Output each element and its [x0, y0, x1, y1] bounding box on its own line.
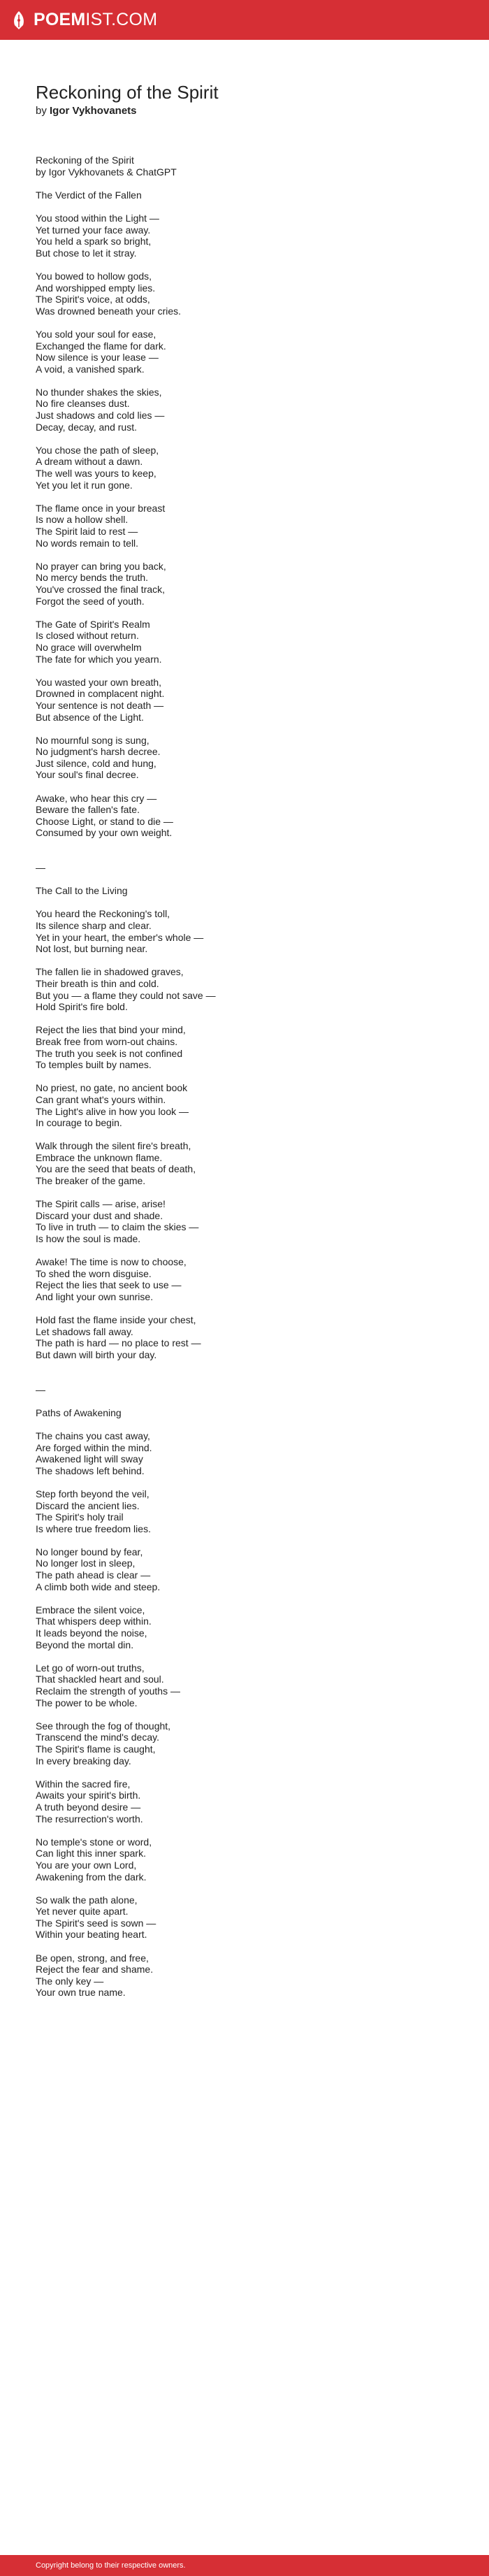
poem-line: No longer bound by fear, — [36, 1546, 143, 1557]
poem-line: That whispers deep within. — [36, 1616, 152, 1627]
poem-line: Step forth beyond the veil, — [36, 1488, 149, 1499]
section-heading: The Verdict of the Fallen — [36, 189, 142, 201]
poem-line: The chains you cast away, — [36, 1430, 150, 1441]
poem-line: Yet you let it run gone. — [36, 479, 133, 491]
poem-line: The well was yours to keep, — [36, 468, 156, 480]
author-link[interactable]: Igor Vykhovanets — [50, 105, 137, 117]
stanza — [36, 1894, 455, 1941]
stanza — [36, 1720, 455, 1766]
poem-line: That shackled heart and soul. — [36, 1674, 164, 1685]
poem-line: No mercy bends the truth. — [36, 572, 149, 584]
poem-line: You've crossed the final track, — [36, 583, 166, 595]
poem-line: Yet never quite apart. — [36, 1906, 129, 1917]
poem-line: You are your own Lord, — [36, 1859, 137, 1871]
poem-line: No priest, no gate, no ancient book — [36, 1082, 188, 1094]
poem-line: In courage to begin. — [36, 1117, 122, 1129]
poem-line: Awakened light will sway — [36, 1453, 143, 1465]
poem-line: Your sentence is not death — — [36, 699, 164, 711]
poem-line: Its silence sharp and clear. — [36, 920, 152, 931]
poem-line: The Gate of Spirit's Realm — [36, 618, 150, 630]
poem-line: You are the seed that beats of death, — [36, 1163, 196, 1175]
poem-line: You chose the path of sleep, — [36, 444, 159, 456]
poem-line: To live in truth — to claim the skies — — [36, 1221, 199, 1233]
site-header — [0, 0, 489, 40]
stanza — [36, 1140, 455, 1186]
stanza — [36, 966, 455, 1012]
copyright-text: Copyright belong to their respective owners. — [36, 2561, 186, 2570]
poem-line: The Spirit's voice, at odds, — [36, 294, 150, 305]
poem-line: Discard your dust and shade. — [36, 1209, 163, 1221]
poem-line: No grace will overwhelm — [36, 641, 142, 653]
poem-line: Hold fast the flame inside your chest, — [36, 1314, 196, 1326]
poem-line: You stood within the Light — — [36, 212, 159, 224]
stanza — [36, 1198, 455, 1244]
poem-line: But chose to let it stray. — [36, 247, 137, 259]
site-logo[interactable] — [12, 10, 157, 30]
poem-line: You heard the Reckoning's toll, — [36, 908, 170, 920]
poem-line: To temples built by names. — [36, 1059, 152, 1071]
poem-line: Was drowned beneath your cries. — [36, 305, 182, 317]
poem-line: You bowed to hollow gods, — [36, 270, 152, 282]
poem-line: The resurrection's worth. — [36, 1813, 143, 1825]
poem-line: The fate for which you yearn. — [36, 653, 162, 665]
poem-line: A truth beyond desire — — [36, 1801, 141, 1813]
poem-line: Is closed without return. — [36, 630, 139, 642]
poem-line: No prayer can bring you back, — [36, 560, 166, 572]
poem-line: The Spirit calls — arise, arise! — [36, 1198, 166, 1210]
poem-line: Hold Spirit's fire bold. — [36, 1001, 128, 1013]
poem-line: A climb both wide and steep. — [36, 1581, 161, 1592]
stanza — [36, 213, 455, 259]
poem-line: Their breath is thin and cold. — [36, 977, 159, 989]
stanza — [36, 503, 455, 549]
poem-line: The Spirit's flame is caught, — [36, 1743, 156, 1755]
poem-line: But dawn will birth your day. — [36, 1348, 157, 1360]
poem-line: Your soul's final decree. — [36, 769, 139, 781]
poem-line: The path is hard — no place to rest — — [36, 1337, 201, 1349]
stanza — [36, 908, 455, 954]
poem-line: Within the sacred fire, — [36, 1778, 131, 1790]
poem-line: Reject the fear and shame. — [36, 1964, 154, 1976]
section-heading: Paths of Awakening — [36, 1406, 122, 1418]
stanza — [36, 561, 455, 607]
poem-line: The power to be whole. — [36, 1697, 138, 1708]
stanza — [36, 1662, 455, 1708]
stanza — [36, 619, 455, 665]
site-logo-text: POEMIST.COM — [34, 10, 158, 29]
poem-line: The breaker of the game. — [36, 1175, 146, 1187]
poem-line: You wasted your own breath, — [36, 676, 162, 688]
stanza — [36, 1082, 455, 1128]
poem-line: Now silence is your lease — — [36, 352, 159, 364]
poem-line: Forgot the seed of youth. — [36, 595, 145, 607]
poem-line: Not lost, but burning near. — [36, 943, 148, 955]
stanza — [36, 1488, 455, 1534]
poem-line: The flame once in your breast — [36, 502, 166, 514]
poem-line: Awake! The time is now to choose, — [36, 1256, 187, 1268]
poem-line: You sold your soul for ease, — [36, 328, 156, 340]
poem-line: No mournful song is sung, — [36, 734, 149, 746]
poem-line: by Igor Vykhovanets & ChatGPT — [36, 166, 177, 178]
poem-line: No temple's stone or word, — [36, 1836, 152, 1848]
poem-line: Is where true freedom lies. — [36, 1523, 151, 1534]
poem-line: No fire cleanses dust. — [36, 398, 130, 410]
poem-line: Embrace the silent voice, — [36, 1604, 145, 1616]
poem-line: Reject the lies that bind your mind, — [36, 1024, 186, 1036]
poem-line: Exchanged the flame for dark. — [36, 340, 166, 352]
poem-line: Is how the soul is made. — [36, 1233, 141, 1245]
poem-line: Beware the fallen's fate. — [36, 804, 140, 816]
stanza — [36, 1430, 455, 1476]
stanza — [36, 1836, 455, 1883]
poem-line: Walk through the silent fire's breath, — [36, 1140, 191, 1152]
poem-line: The Spirit's seed is sown — — [36, 1917, 156, 1929]
poem-line: A void, a vanished spark. — [36, 363, 145, 375]
poem-line: Embrace the unknown flame. — [36, 1151, 163, 1163]
poem-line: Yet in your heart, the ember's whole — — [36, 931, 204, 943]
poem-line: Reckoning of the Spirit — [36, 154, 134, 166]
stanza — [36, 1778, 455, 1825]
stanza — [36, 793, 455, 839]
poem-line: Let go of worn-out truths, — [36, 1662, 145, 1674]
poem-line: Yet turned your face away. — [36, 224, 151, 236]
section-heading: The Call to the Living — [36, 885, 128, 897]
poem-line: Reclaim the strength of youths — — [36, 1685, 180, 1697]
poem-line: Transcend the mind's decay. — [36, 1732, 159, 1743]
poem-line: Break free from worn-out chains. — [36, 1035, 178, 1047]
poem-line: Just shadows and cold lies — — [36, 410, 165, 422]
quill-pen-icon — [12, 10, 26, 30]
poem-line: Consumed by your own weight. — [36, 827, 173, 839]
poem-line: And light your own sunrise. — [36, 1291, 154, 1302]
poem-line: No thunder shakes the skies, — [36, 386, 162, 398]
poem-line: Just silence, cold and hung, — [36, 757, 156, 769]
stanza — [36, 1604, 455, 1650]
poem-body — [36, 154, 455, 2010]
stanza — [36, 677, 455, 723]
poem-line: Reject the lies that seek to use — — [36, 1279, 182, 1291]
stanza — [36, 1314, 455, 1360]
stanza — [36, 271, 455, 317]
poem-line: Be open, strong, and free, — [36, 1952, 149, 1964]
by-label: by — [36, 105, 50, 117]
poem-line: Can grant what's yours within. — [36, 1093, 166, 1105]
poem-line: Is now a hollow shell. — [36, 514, 129, 526]
poem-line: The fallen lie in shadowed graves, — [36, 966, 184, 978]
stanza — [36, 445, 455, 491]
poem-line: Discard the ancient lies. — [36, 1499, 140, 1511]
poem-line: No judgment's harsh decree. — [36, 746, 161, 758]
poem-line: Within your beating heart. — [36, 1929, 147, 1941]
poem-line: Drowned in complacent night. — [36, 688, 165, 700]
poem-line: To shed the worn disguise. — [36, 1267, 152, 1279]
poem-line: No longer lost in sleep, — [36, 1557, 136, 1569]
poem-intro — [36, 154, 455, 178]
poem-line: Your own true name. — [36, 1987, 126, 1999]
poem-line: See through the fog of thought, — [36, 1720, 171, 1732]
poem-line: And worshipped empty lies. — [36, 282, 156, 294]
poem-line: Can light this inner spark. — [36, 1848, 146, 1859]
poem-line: Awake, who hear this cry — — [36, 792, 157, 804]
poem-line: Awaits your spirit's birth. — [36, 1790, 141, 1801]
stanza — [36, 1024, 455, 1070]
section-separator: — — [36, 1383, 45, 1395]
stanza — [36, 735, 455, 781]
poem-line: But you — a flame they could not save — — [36, 989, 216, 1001]
poem-line: The truth you seek is not confined — [36, 1047, 183, 1059]
stanza — [36, 1546, 455, 1592]
poem-line: Are forged within the mind. — [36, 1441, 152, 1453]
poem-line: The shadows left behind. — [36, 1465, 145, 1476]
poem-line: Choose Light, or stand to die — — [36, 815, 173, 827]
poem-line: The path ahead is clear — — [36, 1569, 151, 1581]
poem-line: The Spirit's holy trail — [36, 1511, 124, 1523]
site-footer — [0, 2555, 489, 2576]
section-separator: — — [36, 862, 45, 874]
poem-line: Decay, decay, and rust. — [36, 421, 137, 433]
poem-line: The Light's alive in how you look — — [36, 1105, 189, 1117]
poem-line: You held a spark so bright, — [36, 236, 152, 247]
stanza — [36, 387, 455, 433]
poem-line: In every breaking day. — [36, 1755, 131, 1766]
poem-line: Beyond the mortal din. — [36, 1639, 134, 1650]
stanza — [36, 329, 455, 375]
poem-line: So walk the path alone, — [36, 1894, 138, 1906]
poem-line: But absence of the Light. — [36, 711, 144, 723]
poem-title: Reckoning of the Spirit — [36, 82, 219, 103]
stanza — [36, 1952, 455, 1999]
poem-line: Awakening from the dark. — [36, 1871, 147, 1883]
poem-line: A dream without a dawn. — [36, 456, 143, 468]
poem-line: The only key — — [36, 1975, 104, 1987]
poem-line: The Spirit laid to rest — — [36, 526, 138, 537]
stanza — [36, 1256, 455, 1302]
poem-line: No words remain to tell. — [36, 537, 139, 549]
poem-line: Let shadows fall away. — [36, 1325, 133, 1337]
byline — [36, 105, 137, 117]
poem-line: It leads beyond the noise, — [36, 1627, 147, 1639]
